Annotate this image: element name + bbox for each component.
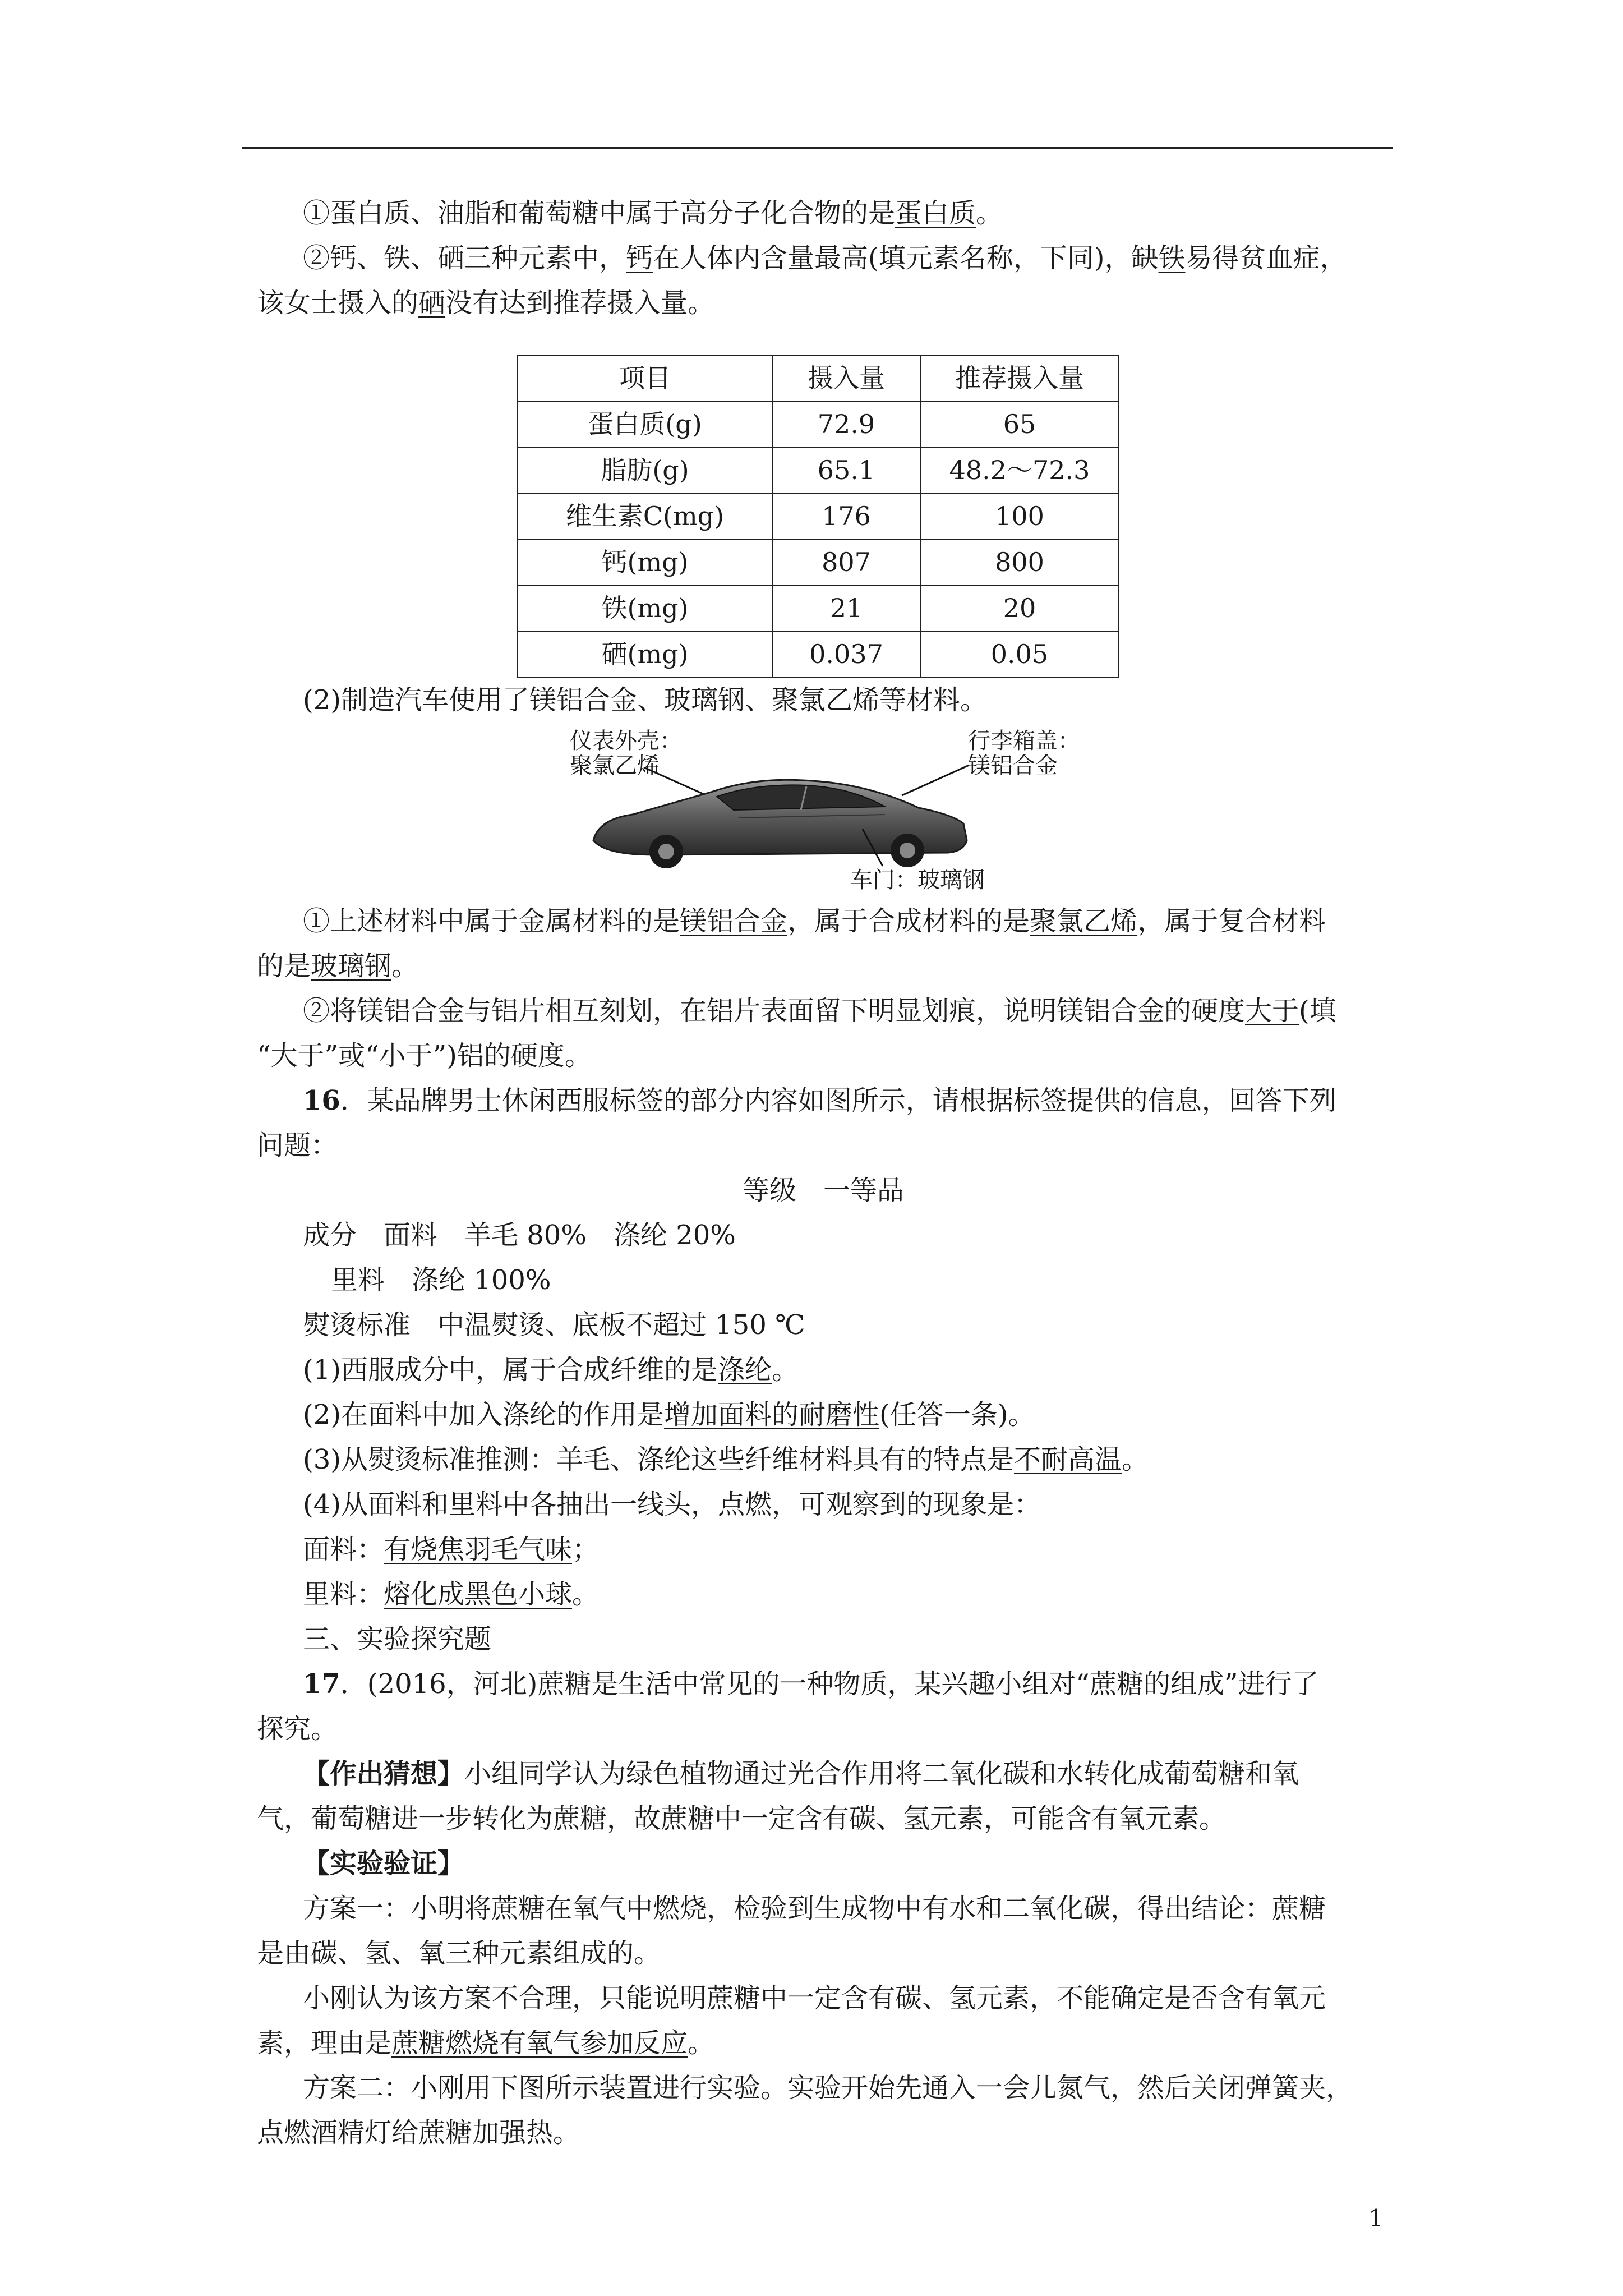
- label-grade: 等级 一等品: [742, 1175, 904, 1206]
- text: ．某品牌男士休闲西服标签的部分内容如图所示，请根据标签提供的信息，回答下列: [340, 1085, 1336, 1116]
- table-cell: 807: [772, 539, 920, 585]
- table-row: [518, 493, 1119, 539]
- text: 。: [976, 197, 1003, 229]
- q17-guess-1: [257, 1751, 1390, 1796]
- bracket-heading: 【作出猜想】: [303, 1758, 465, 1789]
- table-cell: 钙(mg): [518, 539, 772, 585]
- page-content: [257, 191, 1390, 2155]
- page-number: 1: [1368, 2205, 1384, 2232]
- text: (1)西服成分中，属于合成纤维的是: [303, 1354, 718, 1386]
- answer-blank: 熔化成黑色小球: [384, 1579, 573, 1610]
- table-row: [518, 539, 1119, 585]
- table-row: [518, 401, 1119, 447]
- answer-blank: 大于: [1245, 995, 1299, 1027]
- text: 小组同学认为绿色植物通过光合作用将二氧化碳和水转化成葡萄糖和氧: [464, 1758, 1299, 1789]
- table-cell: 脂肪(g): [518, 447, 772, 493]
- q16-intro-1: [257, 1078, 1390, 1123]
- text: 易得贫血症，: [1185, 242, 1347, 274]
- table-header: 项目: [518, 355, 772, 401]
- q17-plan1-2: 是由碳、氢、氧三种元素组成的。: [257, 1938, 661, 1969]
- text: 面料：: [303, 1534, 384, 1565]
- label-composition: 成分 面料 羊毛 80% 涤纶 20%: [303, 1220, 736, 1251]
- text: ②将镁铝合金与铝片相互刻划，在铝片表面留下明显划痕，说明镁铝合金的硬度: [303, 995, 1246, 1027]
- table-row: [518, 585, 1119, 631]
- text: ②钙、铁、硒三种元素中，: [303, 242, 626, 274]
- table-cell: 硒(mg): [518, 631, 772, 677]
- table-row: [518, 447, 1119, 493]
- text: ①蛋白质、油脂和葡萄糖中属于高分子化合物的是: [303, 197, 896, 229]
- pointer-line: [902, 765, 969, 795]
- answer-blank: 蔗糖燃烧有氧气参加反应: [391, 2027, 688, 2059]
- q15-line-3: [257, 280, 1390, 325]
- q15-line-1: [257, 191, 1390, 236]
- text: 的是: [257, 950, 311, 982]
- table-cell: 176: [772, 493, 920, 539]
- answer-blank: 铁: [1158, 242, 1186, 274]
- answer-blank: 涤纶: [718, 1354, 772, 1386]
- table-cell: 65.1: [772, 447, 920, 493]
- car-figure: [257, 728, 1390, 896]
- car-illustration: [571, 756, 997, 868]
- q17-gang-1: 小刚认为该方案不合理，只能说明蔗糖中一定含有碳、氢元素，不能确定是否含有氧元: [303, 1982, 1326, 2014]
- text: ．(2016，河北)蔗糖是生活中常见的一种物质，某兴趣小组对“蔗糖的组成”进行了: [340, 1668, 1319, 1700]
- table-cell: 蛋白质(g): [518, 401, 772, 447]
- text: ，属于合成材料的是: [787, 905, 1030, 937]
- q15-part2: (2)制造汽车使用了镁铝合金、玻璃钢、聚氯乙烯等材料。: [303, 684, 987, 716]
- label-dashboard-1: 仪表外壳：: [570, 728, 682, 754]
- text: 没有达到推荐摄入量。: [445, 287, 715, 319]
- table-header: 摄入量: [772, 355, 920, 401]
- answer-blank: 硒: [418, 287, 446, 319]
- table-cell: 21: [772, 585, 920, 631]
- q16-answer-5: [257, 1527, 1390, 1572]
- label-dashboard-2: 聚氯乙烯: [570, 753, 660, 779]
- q17-intro-2: 探究。: [257, 1713, 338, 1745]
- q17-guess-2: 气，葡萄糖进一步转化为蔗糖，故蔗糖中一定含有碳、氢元素，可能含有氧元素。: [257, 1803, 1227, 1834]
- q15-line-5: [257, 944, 1390, 988]
- label-trunk-1: 行李箱盖：: [968, 728, 1080, 754]
- text: 在人体内含量最高(填元素名称，下同)，缺: [653, 242, 1159, 274]
- front-hub: [658, 844, 674, 859]
- answer-blank: 不耐高温: [1014, 1444, 1122, 1475]
- table-header: 推荐摄入量: [920, 355, 1119, 401]
- text: (2)在面料中加入涤纶的作用是: [303, 1399, 664, 1430]
- text: 。: [688, 2027, 715, 2059]
- text: 。: [1122, 1444, 1149, 1475]
- q17-gang-2: [257, 2021, 1390, 2065]
- label-door: 车门：玻璃钢: [850, 867, 985, 893]
- label-lining: 里料 涤纶 100%: [331, 1264, 551, 1296]
- answer-blank: 玻璃钢: [311, 950, 392, 982]
- table-row: [518, 631, 1119, 677]
- answer-blank: 有烧焦羽毛气味: [384, 1534, 573, 1565]
- question-number: 17: [303, 1668, 340, 1700]
- answer-blank: 钙: [626, 242, 653, 274]
- q15-line-2: [257, 236, 1390, 280]
- q17-plan2-1: 方案二：小刚用下图所示装置进行实验。实验开始先通入一会儿氮气，然后关闭弹簧夹，: [303, 2072, 1353, 2104]
- q17-plan2-2: 点燃酒精灯给蔗糖加强热。: [257, 2117, 580, 2148]
- q15-line-6: [257, 988, 1390, 1033]
- text: (填: [1299, 995, 1336, 1027]
- q16-intro-2: 问题：: [257, 1130, 338, 1161]
- table-cell: 铁(mg): [518, 585, 772, 631]
- table-cell: 800: [920, 539, 1119, 585]
- table-cell: 48.2～72.3: [920, 447, 1119, 493]
- answer-blank: 增加面料的耐磨性: [664, 1399, 880, 1430]
- section-heading: 三、实验探究题: [303, 1623, 492, 1655]
- table-cell: 100: [920, 493, 1119, 539]
- rear-hub: [900, 843, 915, 858]
- text: ，属于复合材料: [1137, 905, 1326, 937]
- table-cell: 20: [920, 585, 1119, 631]
- table-cell: 0.037: [772, 631, 920, 677]
- q16-answer-1: [257, 1347, 1390, 1392]
- header-rule: [242, 147, 1393, 149]
- table-cell: 72.9: [772, 401, 920, 447]
- text: 。: [572, 1579, 600, 1610]
- text: 。: [772, 1354, 799, 1386]
- q16-answer-3: [257, 1437, 1390, 1482]
- text: (任答一条)。: [879, 1399, 1035, 1430]
- q17-verify-heading: 【实验验证】: [303, 1848, 465, 1879]
- q17-plan1-1: 方案一：小明将蔗糖在氧气中燃烧，检验到生成物中有水和二氧化碳，得出结论：蔗糖: [303, 1893, 1326, 1924]
- answer-blank: 蛋白质: [895, 197, 976, 229]
- table-cell: 0.05: [920, 631, 1119, 677]
- text: 素，理由是: [257, 2027, 392, 2059]
- table-header-row: [518, 355, 1119, 401]
- text: ①上述材料中属于金属材料的是: [303, 905, 680, 937]
- answer-blank: 镁铝合金: [680, 905, 788, 937]
- table-cell: 65: [920, 401, 1119, 447]
- q16-answer-4: (4)从面料和里料中各抽出一线头，点燃，可观察到的现象是：: [303, 1489, 1041, 1520]
- q15-line-7: “大于”或“小于”)铝的硬度。: [257, 1040, 592, 1071]
- table-cell: 维生素C(mg): [518, 493, 772, 539]
- q16-answer-6: [257, 1572, 1390, 1617]
- q15-line-4: [257, 899, 1390, 944]
- answer-blank: 聚氯乙烯: [1030, 905, 1138, 937]
- q16-answer-2: [257, 1392, 1390, 1437]
- text: 该女士摄入的: [257, 287, 419, 319]
- label-trunk-2: 镁铝合金: [968, 753, 1058, 779]
- text: 里料：: [303, 1579, 384, 1610]
- text: 。: [391, 950, 419, 982]
- label-ironing: 熨烫标准 中温熨烫、底板不超过 150 ℃: [303, 1309, 805, 1341]
- text: ；: [572, 1534, 600, 1565]
- q17-intro-1: [257, 1662, 1390, 1706]
- nutrition-table: [517, 355, 1119, 678]
- text: (3)从熨烫标准推测：羊毛、涤纶这些纤维材料具有的特点是: [303, 1444, 1014, 1475]
- question-number: 16: [303, 1085, 340, 1116]
